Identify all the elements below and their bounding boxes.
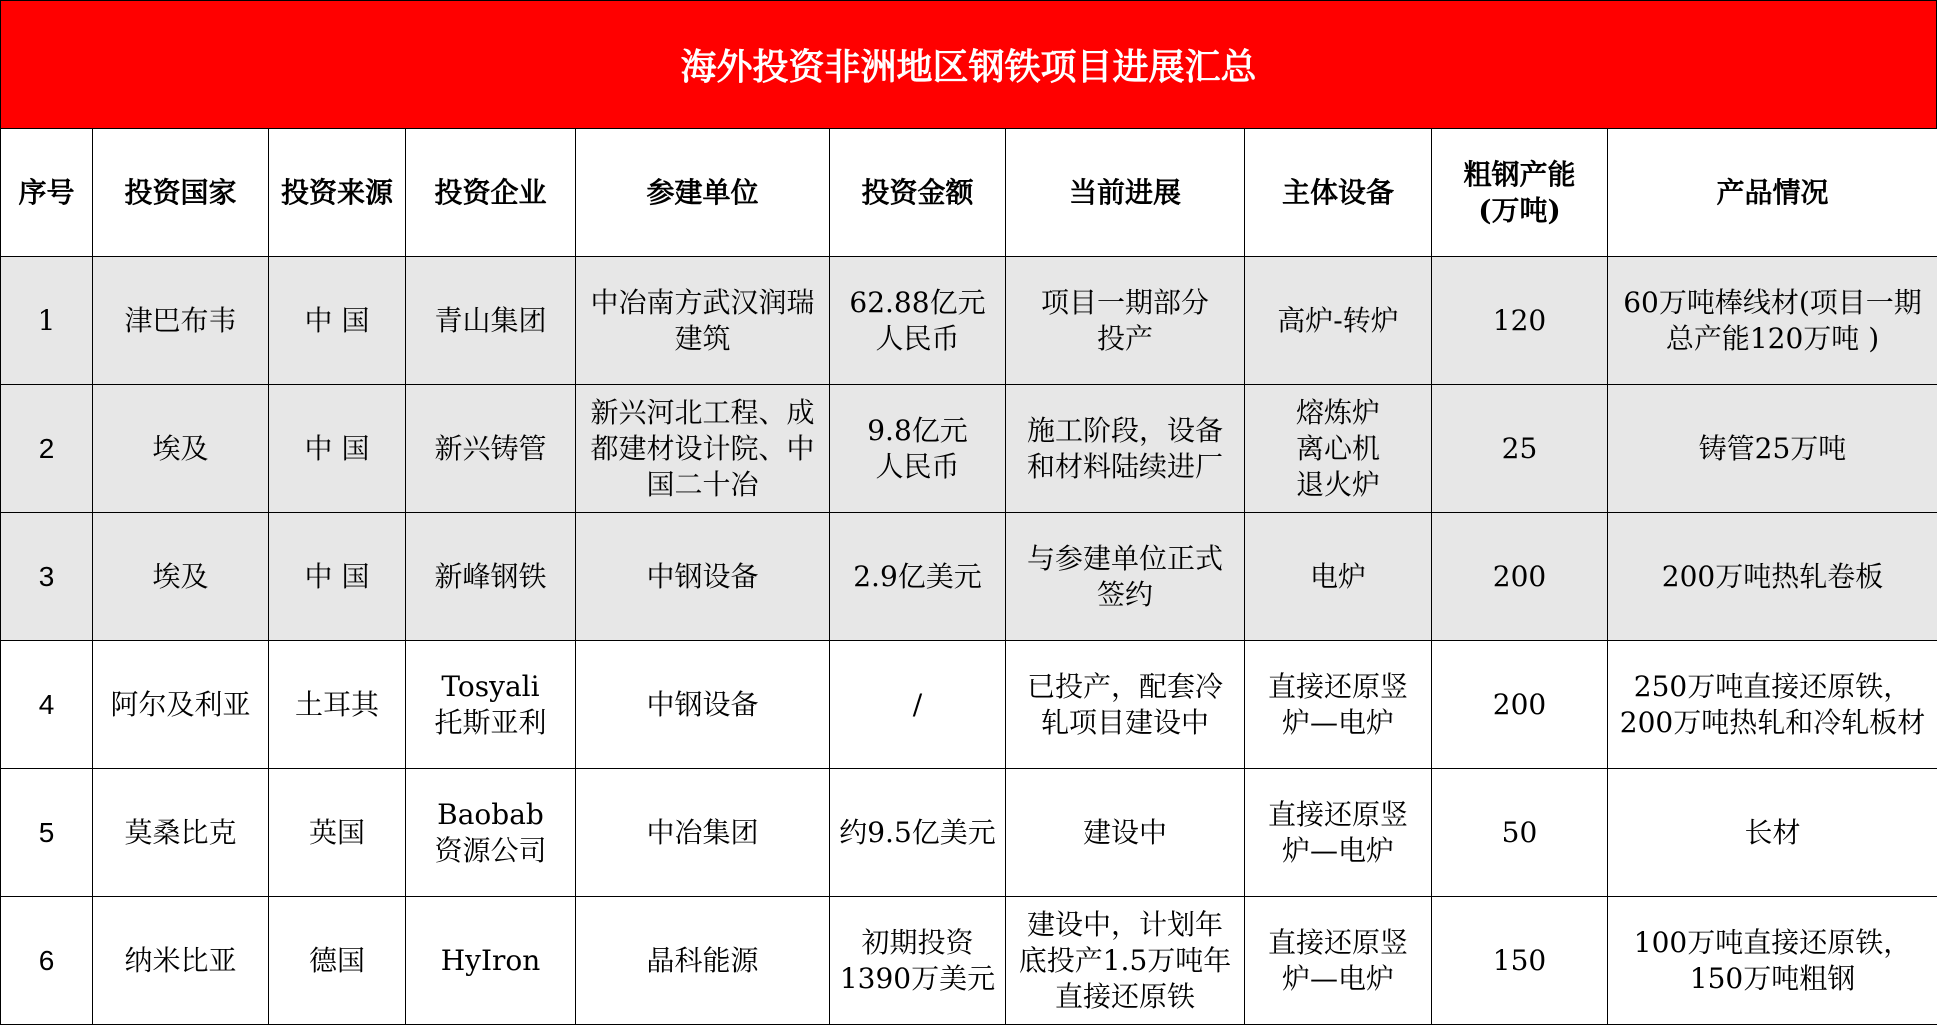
cell-source: 中 国 — [269, 257, 406, 385]
cell-country: 莫桑比克 — [93, 769, 269, 897]
cell-company: HyIron — [406, 897, 576, 1025]
cell-capacity: 150 — [1432, 897, 1608, 1025]
cell-country: 埃及 — [93, 385, 269, 513]
cell-index: 3 — [1, 513, 93, 641]
cell-company: 新兴铸管 — [406, 385, 576, 513]
table-row — [1, 513, 1937, 641]
header-country: 投资国家 — [93, 129, 269, 257]
cell-progress: 与参建单位正式 签约 — [1006, 513, 1245, 641]
cell-contractor: 晶科能源 — [576, 897, 830, 1025]
table-row — [1, 769, 1937, 897]
cell-contractor: 中钢设备 — [576, 513, 830, 641]
cell-company: Baobab 资源公司 — [406, 769, 576, 897]
cell-company: Tosyali 托斯亚利 — [406, 641, 576, 769]
cell-contractor: 新兴河北工程、成 都建材设计院、中 国二十冶 — [576, 385, 830, 513]
cell-amount: 9.8亿元 人民币 — [830, 385, 1006, 513]
cell-country: 埃及 — [93, 513, 269, 641]
cell-contractor: 中钢设备 — [576, 641, 830, 769]
cell-equipment: 熔炼炉 离心机 退火炉 — [1245, 385, 1432, 513]
cell-index: 4 — [1, 641, 93, 769]
cell-equipment: 高炉-转炉 — [1245, 257, 1432, 385]
cell-contractor: 中冶集团 — [576, 769, 830, 897]
cell-amount: 初期投资 1390万美元 — [830, 897, 1006, 1025]
cell-progress: 项目一期部分 投产 — [1006, 257, 1245, 385]
cell-capacity: 120 — [1432, 257, 1608, 385]
cell-source: 英国 — [269, 769, 406, 897]
cell-index: 5 — [1, 769, 93, 897]
cell-progress: 建设中 — [1006, 769, 1245, 897]
table-row — [1, 385, 1937, 513]
cell-products: 200万吨热轧卷板 — [1608, 513, 1937, 641]
cell-products: 100万吨直接还原铁， 150万吨粗钢 — [1608, 897, 1937, 1025]
cell-source: 中 国 — [269, 513, 406, 641]
cell-index: 6 — [1, 897, 93, 1025]
cell-source: 中 国 — [269, 385, 406, 513]
cell-index: 2 — [1, 385, 93, 513]
cell-equipment: 直接还原竖 炉—电炉 — [1245, 897, 1432, 1025]
cell-amount: 2.9亿美元 — [830, 513, 1006, 641]
cell-capacity: 50 — [1432, 769, 1608, 897]
cell-contractor: 中冶南方武汉润瑞 建筑 — [576, 257, 830, 385]
header-amount: 投资金额 — [830, 129, 1006, 257]
cell-equipment: 直接还原竖 炉—电炉 — [1245, 641, 1432, 769]
cell-country: 津巴布韦 — [93, 257, 269, 385]
header-source: 投资来源 — [269, 129, 406, 257]
cell-amount: 约9.5亿美元 — [830, 769, 1006, 897]
cell-capacity: 200 — [1432, 641, 1608, 769]
cell-progress: 施工阶段，设备 和材料陆续进厂 — [1006, 385, 1245, 513]
cell-products: 60万吨棒线材(项目一期 总产能120万吨 ) — [1608, 257, 1937, 385]
header-products: 产品情况 — [1608, 129, 1937, 257]
table-row — [1, 257, 1937, 385]
table-row — [1, 641, 1937, 769]
cell-source: 土耳其 — [269, 641, 406, 769]
header-equipment: 主体设备 — [1245, 129, 1432, 257]
cell-capacity: 200 — [1432, 513, 1608, 641]
cell-products: 250万吨直接还原铁， 200万吨热轧和冷轧板材 — [1608, 641, 1937, 769]
cell-company: 青山集团 — [406, 257, 576, 385]
cell-amount: / — [830, 641, 1006, 769]
cell-products: 铸管25万吨 — [1608, 385, 1937, 513]
header-row — [1, 129, 1937, 257]
cell-capacity: 25 — [1432, 385, 1608, 513]
cell-source: 德国 — [269, 897, 406, 1025]
report-title: 海外投资非洲地区钢铁项目进展汇总 — [0, 0, 1937, 129]
cell-country: 纳米比亚 — [93, 897, 269, 1025]
header-index: 序号 — [1, 129, 93, 257]
header-contractor: 参建单位 — [576, 129, 830, 257]
cell-progress: 建设中，计划年 底投产1.5万吨年 直接还原铁 — [1006, 897, 1245, 1025]
cell-progress: 已投产，配套冷 轧项目建设中 — [1006, 641, 1245, 769]
table-row — [1, 897, 1937, 1025]
cell-index: 1 — [1, 257, 93, 385]
cell-amount: 62.88亿元 人民币 — [830, 257, 1006, 385]
cell-equipment: 电炉 — [1245, 513, 1432, 641]
header-progress: 当前进展 — [1006, 129, 1245, 257]
cell-company: 新峰钢铁 — [406, 513, 576, 641]
header-company: 投资企业 — [406, 129, 576, 257]
table-body — [1, 257, 1937, 1025]
header-capacity: 粗钢产能 (万吨) — [1432, 129, 1608, 257]
cell-country: 阿尔及利亚 — [93, 641, 269, 769]
cell-products: 长材 — [1608, 769, 1937, 897]
cell-equipment: 直接还原竖 炉—电炉 — [1245, 769, 1432, 897]
steel-projects-table — [0, 128, 1937, 1025]
